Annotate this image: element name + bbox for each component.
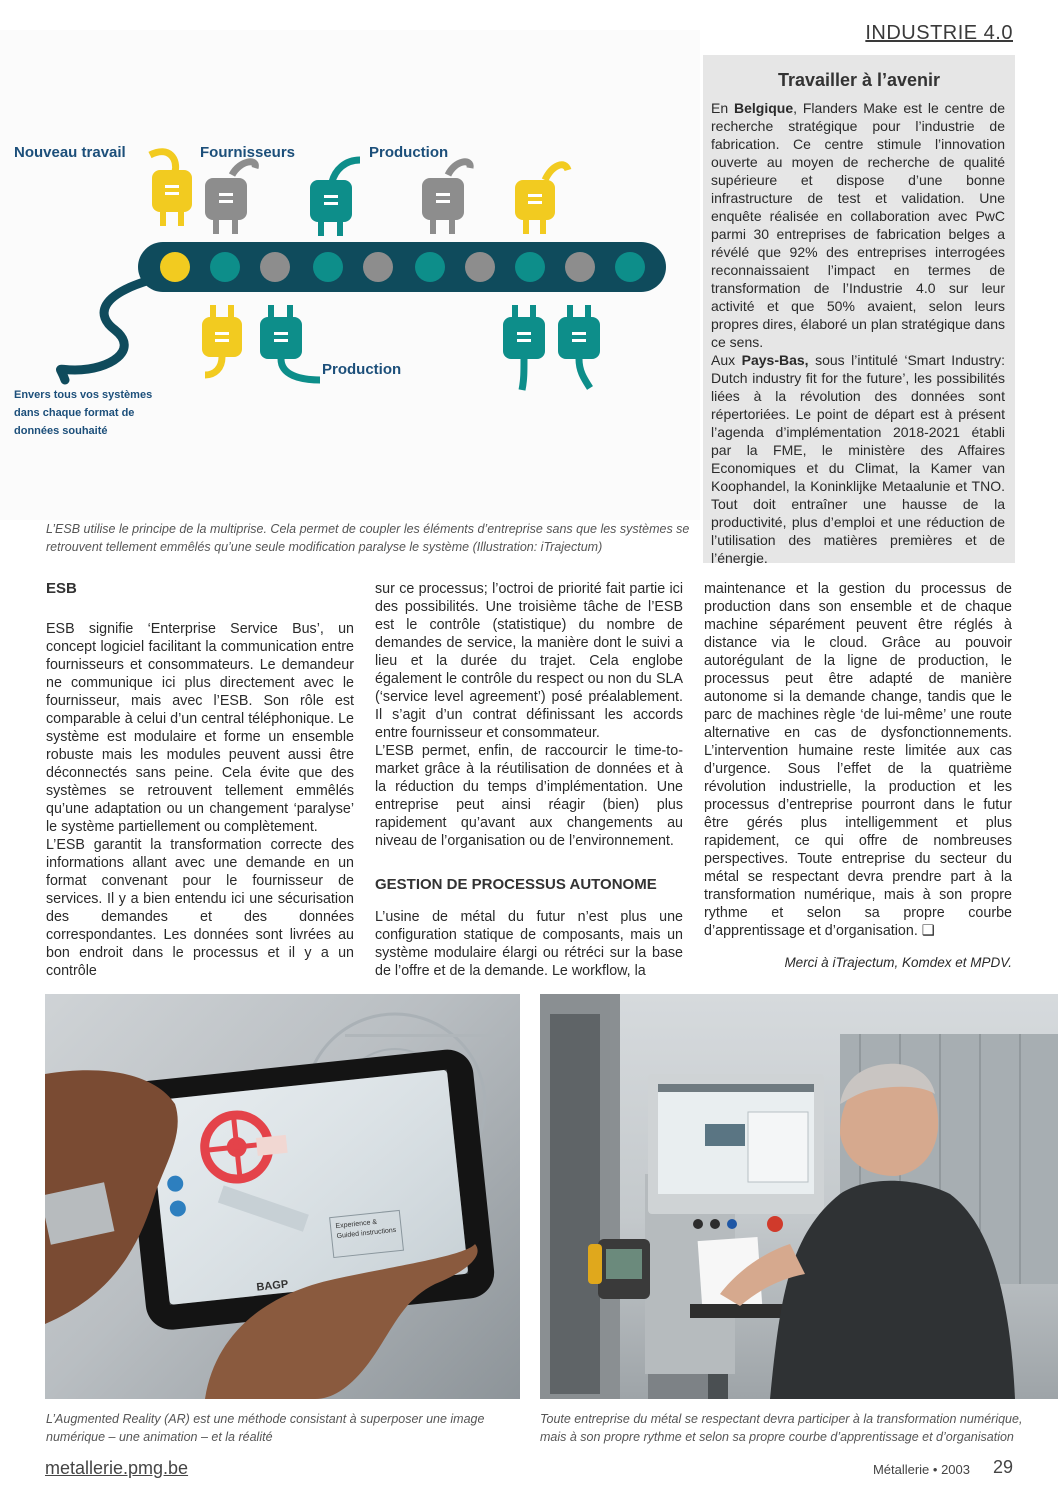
photo-left-caption-line-2: numérique – une animation – et la réalité bbox=[46, 1430, 273, 1444]
plug-teal-top bbox=[310, 160, 360, 236]
plug-gray-top-2 bbox=[422, 162, 470, 234]
col3-paragraph-1 bbox=[704, 580, 1012, 940]
photo-ar-tablet bbox=[45, 994, 520, 1399]
footer-magazine: Métallerie • 2003 bbox=[872, 1462, 970, 1477]
sidebar-p1-text: , Flanders Make est le centre de recherche stratégique pour l’industrie de fabrication. Ce centre stimule l’innovation ouverte au moyen de recherche de qualité supérieure et dispose d’une bonne infrastructure de test et validation. Une enquête réalisée en collaboration avec PwC parmi 30 entreprises de fabrication belges a révélé que 92% des entreprises interrogées reconnaissaient l’impact en termes de transformation de l’Industrie 4.0 sur leur activité et que 50% avaient, selon leurs propres dires, élaboré un plan stratégique dans ce sens. bbox=[711, 100, 1005, 350]
label-nouveau-travail: Nouveau travail bbox=[14, 144, 126, 161]
socket-1 bbox=[160, 252, 190, 282]
power-strip-diagram bbox=[0, 30, 700, 520]
end-mark: ❑ bbox=[921, 923, 935, 939]
article-column-3 bbox=[704, 580, 1012, 972]
plug-yellow-top-right bbox=[515, 165, 568, 234]
col2-paragraph-2: L’ESB permet, enfin, de raccourcir le time-to-market grâce à la réutilisation de données et à la réduction du temps d’implémentation. Une entreprise peut ainsi réagir (bien) plus rapidement qu’avant aux changements au niveau de l’organisation ou de l’environnement. bbox=[375, 743, 683, 849]
socket-8 bbox=[515, 252, 545, 282]
label-envers bbox=[14, 386, 152, 440]
col1-paragraph-2: L’ESB garantit la transformation correcte des informations allant avec une demande en un format convenant pour le fournisseur de services. Il y a bien entendu ici une sécurisation des demandes et des données correspondantes. Les données sont livrées au bon endroit dans le processus et il y a un contrôle bbox=[46, 837, 354, 979]
plug-yellow-bottom bbox=[202, 305, 242, 375]
sidebar-title: Travailler à l’avenir bbox=[777, 70, 941, 90]
heading-esb: ESB bbox=[46, 580, 77, 597]
label-envers-line-3: données souhaité bbox=[14, 425, 108, 437]
emergency-stop-icon bbox=[767, 1216, 783, 1232]
screen-text-2: Guided instructions bbox=[336, 1226, 397, 1241]
socket-3 bbox=[260, 252, 290, 282]
label-production-bottom: Production bbox=[322, 361, 402, 378]
footer-url-link[interactable]: metallerie.pmg.be bbox=[45, 1458, 189, 1478]
photo-left-caption-line-1: L’Augmented Reality (AR) est une méthode consistant à superposer une image bbox=[46, 1412, 485, 1426]
socket-6 bbox=[415, 252, 445, 282]
ar-tablet-scene bbox=[45, 994, 520, 1399]
sidebar-p1-bold: Belgique bbox=[734, 100, 794, 116]
illustration-caption-line-1: L’ESB utilise le principe de la multiprise. Cela permet de coupler les éléments d’entreprise sans que les systèmes se bbox=[46, 522, 690, 536]
plug-yellow-top-left bbox=[150, 152, 192, 226]
col2-paragraph-1: sur ce processus; l’octroi de priorité fait partie ici des possibilités. Une troisième tâche de l’ESB est le contrôle (statistique) du nombre de demandes de service, la manière dont le suivi a lieu et la durée du trajet. Cela englobe également le contrôle du respect ou non du SLA (‘service level agreement’) posé préalablement. Il s’agit d’un contrat définissant les accords entre fournisseur et consommateur. bbox=[375, 581, 683, 741]
col3-text: maintenance et la gestion du processus de production dans son ensemble et de chaque machine séparément peuvent être réglés à distance via le cloud. Grâce au pouvoir autorégulant de la ligne de production, le processus peut être adapté de manière autonome si la demande change, tandis que le parc de machines règle ‘de lui-même’ une route alternative en cas de dysfonctionnements. L’intervention humaine reste limitée aux cas d’urgence. Sous l’effet de la quatrième révolution industrielle, la production et les processus d’entreprise pourront dans le futur être gérés plus intelligemment et plus rapidement, ce qui offre de nombreuses perspectives. Toute entreprise du secteur du métal se respectant devra prendre part à la transformation numérique, mais à son propre rythme et selon sa propre courbe d’apprentissage et d’organisation. bbox=[704, 581, 1012, 939]
sidebar-p2-bold: Pays-Bas, bbox=[741, 352, 809, 368]
article-column-2 bbox=[375, 580, 683, 980]
illustration-caption-line-2: retrouvent tellement emmêlés qu’une seule modification paralyse le système (Illustration: iTrajectum) bbox=[46, 540, 603, 554]
plug-teal-bottom-3 bbox=[558, 305, 600, 388]
photo-right-caption-line-2: mais à son propre rythme et selon sa propre courbe d’apprentissage et d’organisation bbox=[540, 1430, 1014, 1444]
label-production-top: Production bbox=[369, 144, 449, 161]
sidebar-body bbox=[703, 99, 1015, 567]
socket-7 bbox=[465, 252, 495, 282]
socket-10 bbox=[615, 252, 645, 282]
sidebar-paragraph-1 bbox=[711, 99, 1005, 351]
plug-teal-bottom-2 bbox=[503, 305, 545, 390]
esb-illustration bbox=[0, 30, 700, 520]
photo-left-caption bbox=[46, 1410, 521, 1446]
col2-paragraph-3: L’usine de métal du futur n’est plus une configuration statique de composants, mais un système modulaire élargi ou rétréci sur la base de l’offre et de la demande. Le workflow, la bbox=[375, 909, 683, 979]
page-number: 29 bbox=[992, 1457, 1013, 1477]
sidebar-p1-prefix: En bbox=[711, 100, 734, 116]
plug-gray-top-1 bbox=[205, 162, 255, 234]
photo-right-caption bbox=[540, 1410, 1030, 1446]
label-fournisseurs: Fournisseurs bbox=[200, 144, 296, 161]
operator-scene bbox=[540, 994, 1058, 1399]
illustration-caption bbox=[46, 520, 691, 556]
sidebar-paragraph-2 bbox=[711, 351, 1005, 567]
section-tag: INDUSTRIE 4.0 bbox=[865, 22, 1013, 44]
socket-2 bbox=[210, 252, 240, 282]
col1-paragraph-1: ESB signifie ‘Enterprise Service Bus’, un concept logiciel facilitant la communication entre fournisseurs et consommateurs. Le demandeur ne communique ici plus directement avec le fournisseur, mais avec l’ESB. Son rôle est comparable à celui d’un central téléphonique. Le système est modulaire et forme un ensemble robuste mais les modules peuvent aussi être déconnectés sans peine. Cela évite que des systèmes se retrouvent tellement emmêlés qu’une adaptation ou un changement ‘paralyse’ le système partiellement ou complètement. bbox=[46, 621, 354, 835]
socket-5 bbox=[363, 252, 393, 282]
screen-text-1: Experience & bbox=[335, 1218, 378, 1231]
photo-right-caption-line-1: Toute entreprise du métal se respectant devra participer à la transformation numérique, bbox=[540, 1412, 1023, 1426]
sidebar-p2-text: sous l’intitulé ‘Smart Industry: Dutch industry fit for the future’, les possibilités liées à la révolution des données sont répertoriées. Le point de départ est à présent l’agenda d’implémentation 2018-2021 établi par la FME, le ministère des Affaires Economiques et du Climat, la Kamer van Koophandel, la Koninklijke Metaalunie et TNO. Tout doit entraîner une hausse de la productivité, plus d’emploi et une réduction de l’utilisation des matières premières et de l’énergie. bbox=[711, 352, 1005, 566]
screen-text-3: BAGP bbox=[255, 1278, 289, 1294]
heading-gestion: GESTION DE PROCESSUS AUTONOME bbox=[375, 876, 657, 893]
sidebar-p2-prefix: Aux bbox=[711, 352, 742, 368]
socket-9 bbox=[565, 252, 595, 282]
label-envers-line-2: dans chaque format de bbox=[14, 407, 135, 419]
thanks-note: Merci à iTrajectum, Komdex et MPDV. bbox=[784, 955, 1012, 970]
sidebar-box bbox=[703, 55, 1015, 566]
label-envers-line-1: Envers tous vos systèmes bbox=[14, 389, 153, 401]
socket-4 bbox=[313, 252, 343, 282]
strip-cable bbox=[61, 280, 150, 380]
photo-operator bbox=[540, 994, 1058, 1399]
plug-teal-bottom-1 bbox=[260, 305, 320, 380]
article-column-1 bbox=[46, 580, 354, 980]
